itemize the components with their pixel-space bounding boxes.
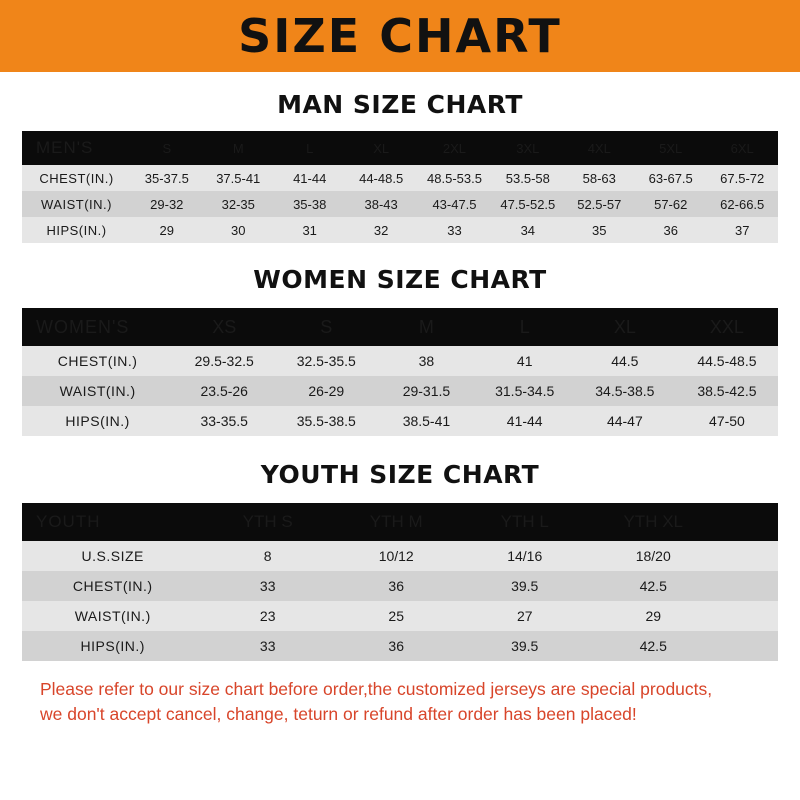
table-cell: 32-35 (203, 191, 274, 217)
table-cell: 36 (635, 217, 706, 243)
youth-size-table (22, 503, 778, 661)
table-cell: 38.5-42.5 (676, 376, 778, 406)
chart-content (0, 72, 800, 728)
men-header-cell: XL (345, 131, 416, 165)
table-cell: 23.5-26 (173, 376, 275, 406)
women-section-title: WOMEN SIZE CHART (253, 265, 547, 294)
table-cell: 35-37.5 (131, 165, 202, 191)
table-cell: 33-35.5 (173, 406, 275, 436)
table-cell: 29.5-32.5 (173, 346, 275, 376)
table-cell: 38.5-41 (377, 406, 475, 436)
table-cell: 29 (131, 217, 202, 243)
table-cell: 41-44 (476, 406, 574, 436)
table-cell: 27 (460, 601, 589, 631)
table-cell-spacer (718, 631, 779, 661)
table-row (22, 191, 778, 217)
table-cell: 38 (377, 346, 475, 376)
men-header-cell: 6XL (706, 131, 778, 165)
table-cell: 62-66.5 (706, 191, 778, 217)
table-cell: 14/16 (460, 541, 589, 571)
table-header-row (22, 308, 778, 346)
table-row (22, 346, 778, 376)
men-header-cell: 5XL (635, 131, 706, 165)
table-cell: 37 (706, 217, 778, 243)
table-cell: 30 (203, 217, 274, 243)
table-cell: 35 (564, 217, 635, 243)
women-header-cell: M (377, 308, 475, 346)
table-cell: 44-47 (574, 406, 676, 436)
youth-header-cell: YTH XL (589, 503, 718, 541)
women-header-cell: WOMEN'S (22, 308, 173, 346)
table-cell: 41-44 (274, 165, 345, 191)
table-cell: 31 (274, 217, 345, 243)
row-label: WAIST(IN.) (22, 191, 131, 217)
table-cell: 36 (332, 631, 461, 661)
table-cell: 53.5-58 (492, 165, 563, 191)
row-label: HIPS(IN.) (22, 406, 173, 436)
table-cell: 33 (203, 571, 332, 601)
table-cell: 8 (203, 541, 332, 571)
row-label: WAIST(IN.) (22, 601, 203, 631)
table-cell: 44.5-48.5 (676, 346, 778, 376)
youth-header-cell: YTH L (460, 503, 589, 541)
table-cell: 38-43 (345, 191, 416, 217)
table-row (22, 217, 778, 243)
table-row (22, 541, 778, 571)
page-banner (0, 0, 800, 72)
row-label: CHEST(IN.) (22, 346, 173, 376)
table-cell: 35-38 (274, 191, 345, 217)
table-cell: 33 (417, 217, 492, 243)
youth-header-spacer (718, 503, 779, 541)
youth-section-title: YOUTH SIZE CHART (260, 460, 540, 489)
table-cell-spacer (718, 571, 779, 601)
table-header-row (22, 131, 778, 165)
table-row (22, 571, 778, 601)
table-cell: 67.5-72 (706, 165, 778, 191)
table-cell: 63-67.5 (635, 165, 706, 191)
table-cell: 39.5 (460, 631, 589, 661)
women-header-cell: L (476, 308, 574, 346)
youth-header-cell: YTH M (332, 503, 461, 541)
row-label: HIPS(IN.) (22, 217, 131, 243)
table-cell: 43-47.5 (417, 191, 492, 217)
row-label: CHEST(IN.) (22, 571, 203, 601)
men-size-table (22, 131, 778, 243)
table-cell: 42.5 (589, 571, 718, 601)
table-cell: 32.5-35.5 (275, 346, 377, 376)
men-header-cell: M (203, 131, 274, 165)
table-cell: 37.5-41 (203, 165, 274, 191)
men-header-cell: L (274, 131, 345, 165)
table-cell-spacer (718, 541, 779, 571)
table-cell: 44-48.5 (345, 165, 416, 191)
table-cell: 35.5-38.5 (275, 406, 377, 436)
men-header-cell: 2XL (417, 131, 492, 165)
table-cell: 23 (203, 601, 332, 631)
men-section-title: MAN SIZE CHART (277, 90, 523, 119)
table-cell-spacer (718, 601, 779, 631)
table-row (22, 631, 778, 661)
women-size-table (22, 308, 778, 436)
table-cell: 41 (476, 346, 574, 376)
table-row (22, 376, 778, 406)
women-header-cell: XXL (676, 308, 778, 346)
table-cell: 29-32 (131, 191, 202, 217)
table-cell: 57-62 (635, 191, 706, 217)
men-header-cell: 3XL (492, 131, 563, 165)
notice-line-1: Please refer to our size chart before order,the customized jerseys are special products, (40, 679, 713, 699)
table-cell: 52.5-57 (564, 191, 635, 217)
table-cell: 29-31.5 (377, 376, 475, 406)
table-row (22, 406, 778, 436)
youth-header-cell: YTH S (203, 503, 332, 541)
women-header-cell: XL (574, 308, 676, 346)
men-header-cell: 4XL (564, 131, 635, 165)
table-row (22, 165, 778, 191)
table-cell: 48.5-53.5 (417, 165, 492, 191)
youth-header-cell: YOUTH (22, 503, 203, 541)
men-header-cell: MEN'S (22, 131, 131, 165)
table-cell: 10/12 (332, 541, 461, 571)
table-cell: 44.5 (574, 346, 676, 376)
row-label: U.S.SIZE (22, 541, 203, 571)
table-cell: 58-63 (564, 165, 635, 191)
row-label: HIPS(IN.) (22, 631, 203, 661)
order-notice (22, 677, 778, 728)
women-header-cell: S (275, 308, 377, 346)
table-cell: 33 (203, 631, 332, 661)
table-cell: 34.5-38.5 (574, 376, 676, 406)
page-title: SIZE CHART (238, 9, 562, 63)
table-cell: 18/20 (589, 541, 718, 571)
table-cell: 31.5-34.5 (476, 376, 574, 406)
table-cell: 39.5 (460, 571, 589, 601)
table-cell: 47.5-52.5 (492, 191, 563, 217)
women-header-cell: XS (173, 308, 275, 346)
table-cell: 32 (345, 217, 416, 243)
table-cell: 26-29 (275, 376, 377, 406)
men-header-cell: S (131, 131, 202, 165)
table-row (22, 601, 778, 631)
table-cell: 36 (332, 571, 461, 601)
row-label: WAIST(IN.) (22, 376, 173, 406)
table-cell: 29 (589, 601, 718, 631)
notice-line-2: we don't accept cancel, change, teturn or refund after order has been placed! (40, 704, 637, 725)
table-header-row (22, 503, 778, 541)
table-cell: 42.5 (589, 631, 718, 661)
table-cell: 25 (332, 601, 461, 631)
table-cell: 34 (492, 217, 563, 243)
table-cell: 47-50 (676, 406, 778, 436)
row-label: CHEST(IN.) (22, 165, 131, 191)
